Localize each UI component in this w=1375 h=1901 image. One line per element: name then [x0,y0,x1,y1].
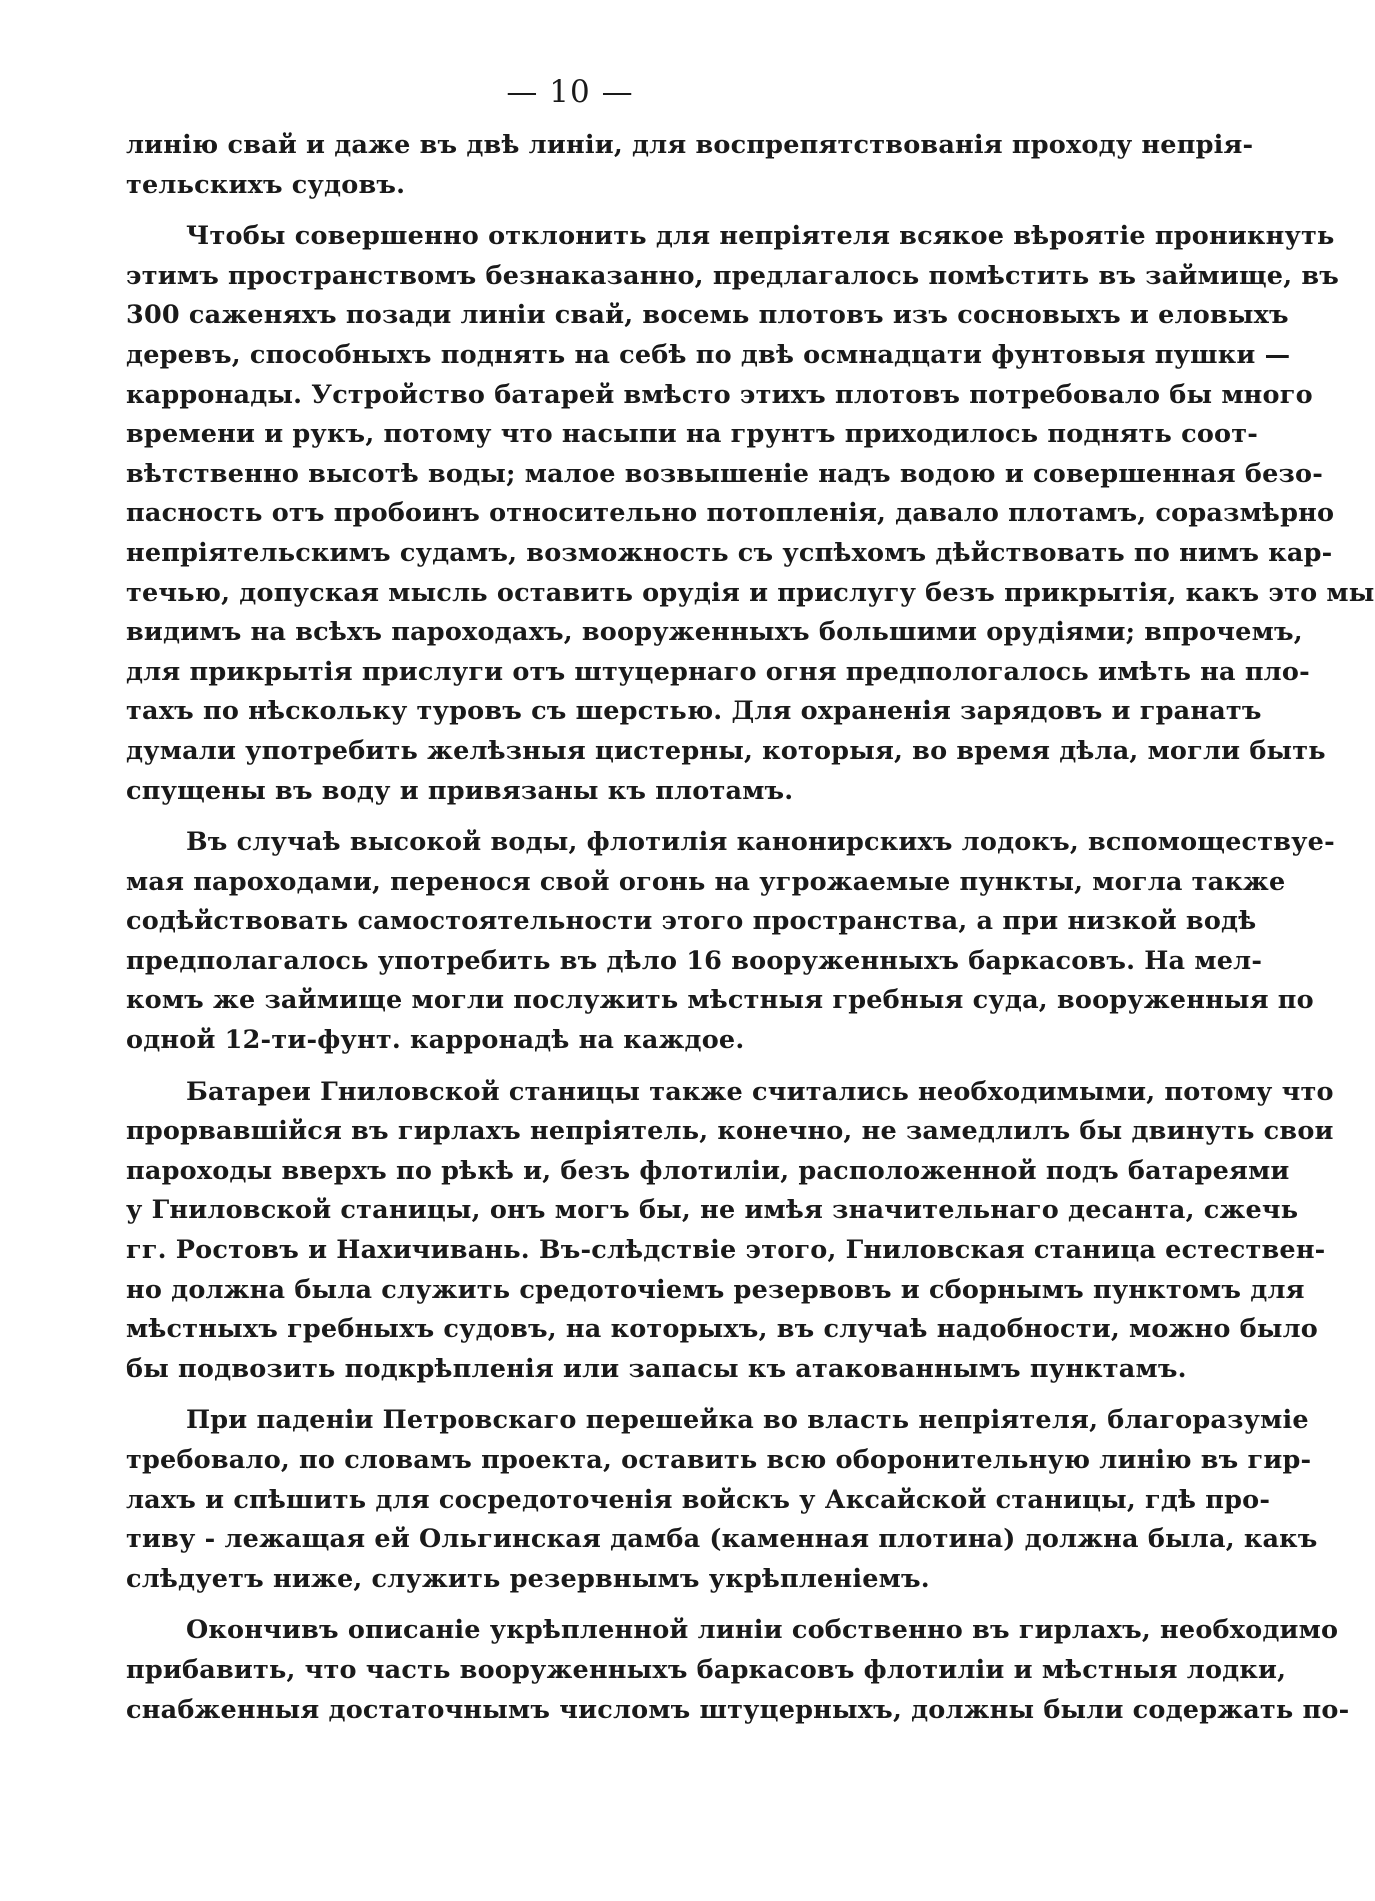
text-line: прибавить, что часть вооруженныхъ баркасовъ флотиліи и мѣстныя лодки, [126,1654,1287,1685]
text-line: видимъ на всѣхъ пароходахъ, вооруженныхъ большими орудіями; впрочемъ, [126,617,1303,648]
text-line: линію свай и даже въ двѣ линіи, для воспрепятствованія проходу непрія- [126,130,1254,160]
text-line: тахъ по нѣскольку туровъ съ шерстью. Для охраненія зарядовъ и гранатъ [126,696,1262,727]
text-line: При паденіи Петровскаго перешейка во власть непріятеля, благоразуміе [186,1405,1309,1436]
text-line: 300 саженяхъ позади линіи свай, восемь плотовъ изъ сосновыхъ и еловыхъ [126,300,1289,331]
text-line: гг. Ростовъ и Нахичивань. Въ-слѣдствіе этого, Гниловская станица естествен- [126,1235,1326,1266]
page-number: — 10 — [506,74,634,110]
text-line: лахъ и спѣшить для сосредоточенія войскъ у Аксайской станицы, гдѣ про- [126,1484,1271,1515]
text-line: требовало, по словамъ проекта, оставить всю оборонительную линію въ гир- [126,1445,1312,1475]
text-line: мѣстныхъ гребныхъ судовъ, на которыхъ, въ случаѣ надобности, можно было [126,1314,1318,1345]
text-line: пароходы вверхъ по рѣкѣ и, безъ флотиліи, расположенной подъ батареями [126,1155,1290,1186]
text-line: комъ же займище могли послужить мѣстныя гребныя суда, вооруженныя по [126,985,1314,1016]
text-line: непріятельскимъ судамъ, возможность съ успѣхомъ дѣйствовать по нимъ кар- [126,537,1333,568]
text-line: этимъ пространствомъ безнаказанно, предлагалось помѣстить въ займище, въ [126,260,1340,291]
text-line: слѣдуетъ ниже, служить резервнымъ укрѣпленіемъ. [126,1563,930,1594]
text-line: деревъ, способныхъ поднять на себѣ по двѣ осмнадцати фунтовыя пушки — [126,339,1291,370]
text-line: вѣтственно высотѣ воды; малое возвышеніе надъ водою и совершенная безо- [126,458,1324,489]
text-line: у Гниловской станицы, онъ могъ бы, не имѣя значительнаго десанта, сжечь [126,1195,1299,1226]
text-line: предполагалось употребить въ дѣло 16 вооруженныхъ баркасовъ. На мел- [126,945,1263,976]
text-line: тельскихъ судовъ. [126,169,406,200]
paragraph [126,823,1335,1061]
text-line: для прикрытія прислуги отъ штуцернаго огня предпологалось имѣть на пло- [126,656,1310,687]
text-line: мая пароходами, перенося свой огонь на угрожаемые пункты, могла также [126,866,1286,897]
paragraph [126,1611,1350,1730]
text-line: одной 12-ти-фунт. карронадѣ на каждое. [126,1025,745,1056]
text-line: тиву - лежащая ей Ольгинская дамба (каменная плотина) должна была, какъ [126,1524,1318,1555]
text-line: Окончивъ описаніе укрѣпленной линіи собственно въ гирлахъ, необходимо [186,1615,1339,1646]
text-line: Батареи Гниловской станицы также считались необходимыми, потому что [186,1076,1334,1107]
text-line: бы подвозить подкрѣпленія или запасы къ атакованнымъ пунктамъ. [126,1353,1187,1384]
text-line: содѣйствовать самостоятельности этого пространства, а при низкой водѣ [126,906,1257,937]
text-line: Чтобы совершенно отклонить для непріятеля всякое вѣроятіе проникнуть [186,221,1335,252]
text-line: карронады. Устройство батарей вмѣсто этихъ плотовъ потребовало бы много [126,379,1313,410]
text-body [126,126,1375,1742]
text-line: спущены въ воду и привязаны къ плотамъ. [126,775,794,806]
text-line: пасность отъ пробоинъ относительно потопленія, давало плотамъ, соразмѣрно [126,498,1335,529]
text-line: думали употребить желѣзныя цистерны, которыя, во время дѣла, могли быть [126,735,1326,766]
text-line: снабженныя достаточнымъ числомъ штуцерныхъ, должны были содержать по- [126,1694,1350,1725]
paragraph [126,1401,1318,1599]
paragraph [126,126,1254,205]
text-line: но должна была служить средоточіемъ резервовъ и сборнымъ пунктомъ для [126,1274,1305,1305]
text-line: времени и рукъ, потому что насыпи на грунтъ приходилось поднять соот- [126,419,1259,450]
text-line: течью, допуская мысль оставить орудія и прислугу безъ прикрытія, какъ это мы [126,577,1375,608]
paragraph [126,1073,1334,1390]
paragraph [126,217,1375,811]
text-line: Въ случаѣ высокой воды, флотилія канонирскихъ лодокъ, вспомоществуе- [186,827,1335,858]
text-line: прорвавшійся въ гирлахъ непріятель, конечно, не замедлилъ бы двинуть свои [126,1116,1334,1147]
